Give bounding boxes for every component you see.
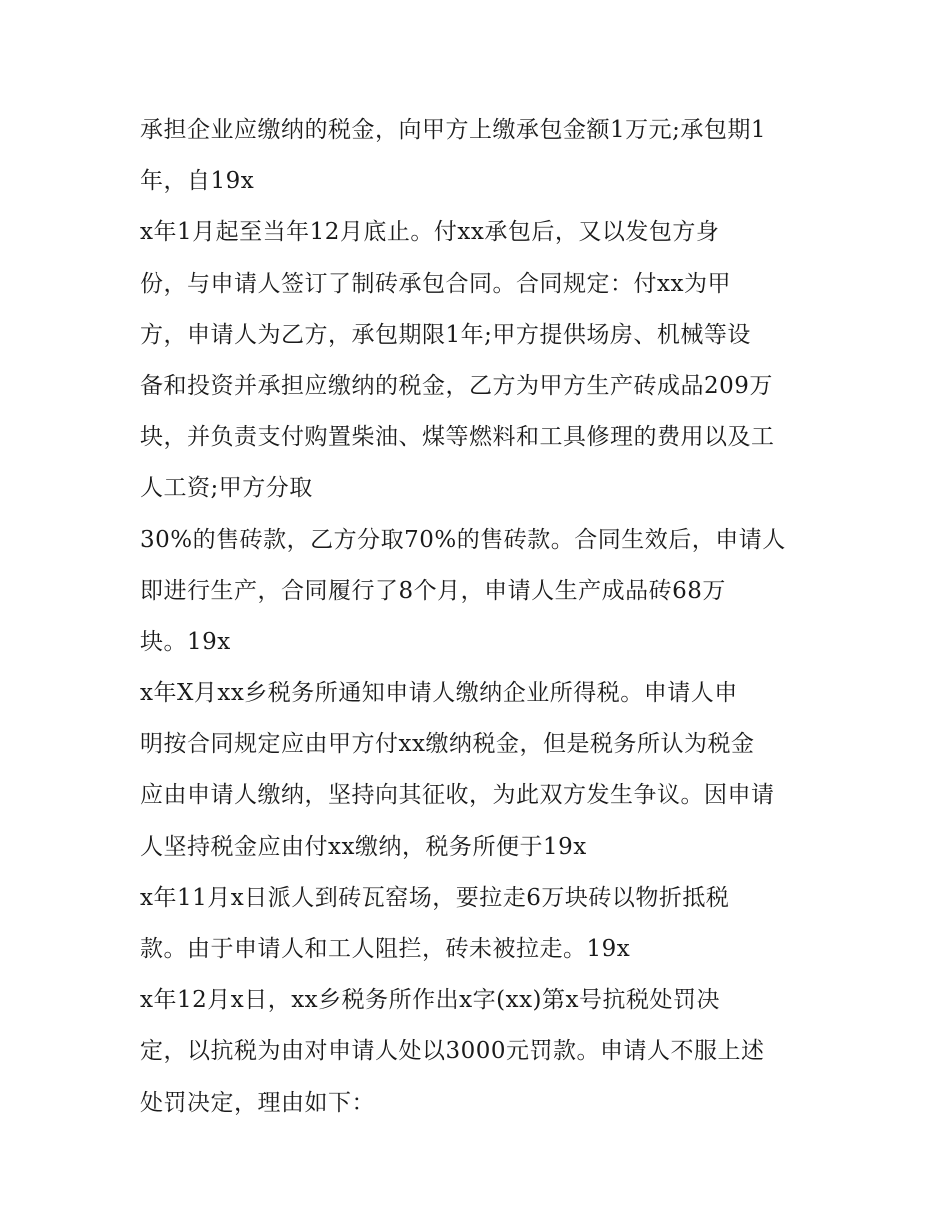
text-line: 承担企业应缴纳的税金，向甲方上缴承包金额1万元;承包期1 [140,117,767,143]
text-line: 处罚决定，理由如下： [140,1089,375,1116]
text-line: 明按合同规定应由甲方付xx缴纳税金，但是税务所认为税金 [140,731,755,758]
text-line: 应由申请人缴纳，坚持向其征收，为此双方发生争议。因申请 [140,782,775,809]
text-line: 方，申请人为乙方，承包期限1年;甲方提供场房、机械等设 [140,321,751,348]
text-line: 年，自19x [140,168,255,195]
text-line: 块，并负责支付购置柴油、煤等燃料和工具修理的费用以及工 [140,424,775,451]
text-line: 份，与申请人签订了制砖承包合同。合同规定：付xx为甲 [140,270,731,297]
text-line: 备和投资并承担应缴纳的税金，乙方为甲方生产砖成品209万 [140,372,773,399]
text-line: 30%的售砖款，乙方分取70%的售砖款。合同生效后，申请人 [140,526,786,553]
text-line: 款。由于申请人和工人阻拦，砖未被拉走。19x [140,936,631,962]
text-line: 定，以抗税为由对申请人处以3000元罚款。申请人不服上述 [140,1038,765,1065]
text-line: x年X月xx乡税务所通知申请人缴纳企业所得税。申请人申 [140,680,738,707]
text-line: 人坚持税金应由付xx缴纳，税务所便于19x [140,833,587,860]
text-line: 人工资;甲方分取 [140,475,313,502]
text-line: x年12月x日，xx乡税务所作出x字(xx)第x号抗税处罚决 [140,987,720,1014]
text-line: 即进行生产，合同履行了8个月，申请人生产成品砖68万 [140,577,726,604]
text-line: x年1月起至当年12月底止。付xx承包后，又以发包方身 [140,219,720,246]
text-line: 块。19x [140,628,231,655]
text-line: x年11月x日派人到砖瓦窑场，要拉走6万块砖以物折抵税 [140,884,730,911]
document-body [140,105,830,1129]
